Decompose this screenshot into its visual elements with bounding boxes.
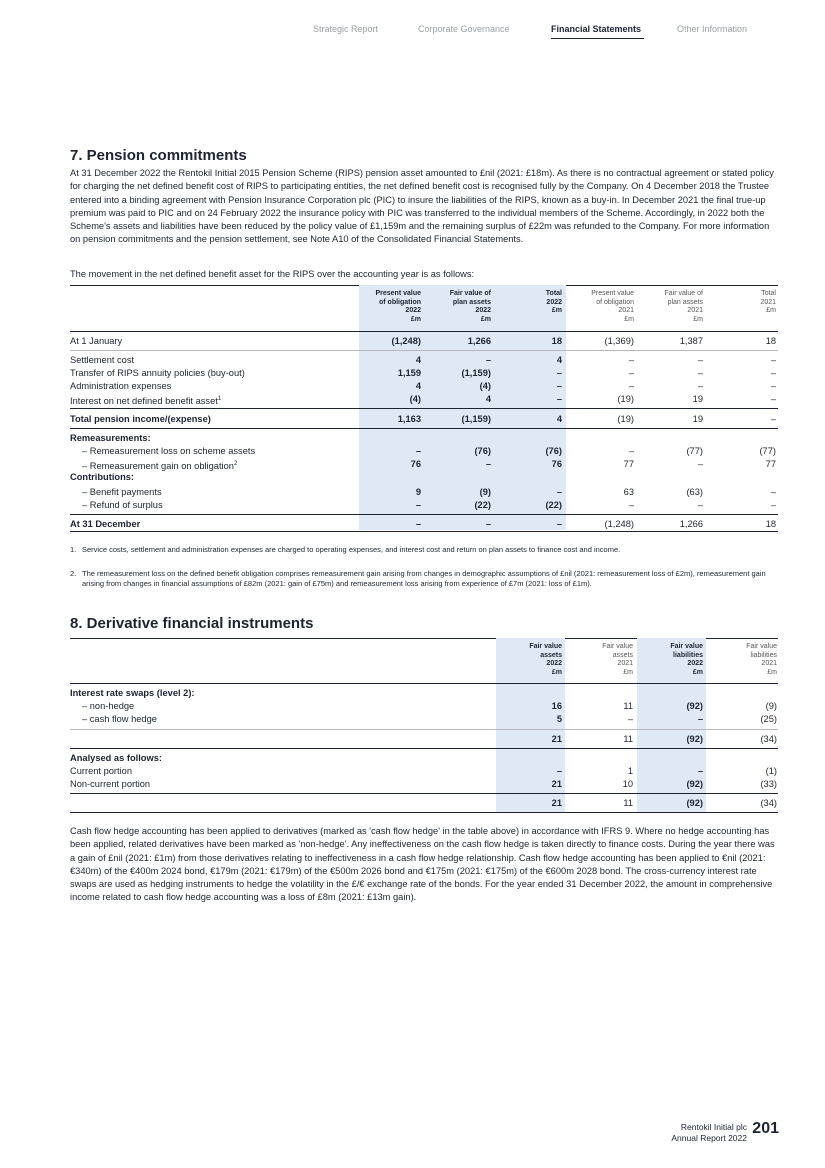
table-cell: 10 <box>622 779 633 789</box>
header-line: Fair value <box>602 643 633 650</box>
table-cell: (63) <box>686 487 703 497</box>
table-cell: – <box>485 459 491 469</box>
nav-strategic-report[interactable]: Strategic Report <box>313 24 379 34</box>
derivatives-table-row <box>70 700 778 713</box>
table-cell: – <box>628 368 634 378</box>
table-rule <box>70 812 778 813</box>
pension-column-header <box>482 290 562 316</box>
table-cell: (9) <box>765 701 777 711</box>
header-line: Total <box>545 290 562 297</box>
table-cell: – <box>628 446 634 456</box>
table-cell: (76) <box>474 446 491 456</box>
row-label-text: Interest on net defined benefit asset <box>70 396 218 407</box>
table-cell: 1,163 <box>397 414 421 424</box>
movement-intro: The movement in the net defined benefit asset for the RIPS over the accounting year is as follows: <box>70 269 475 279</box>
table-cell: 19 <box>692 414 703 424</box>
table-rule <box>70 683 778 684</box>
table-cell: 4 <box>485 394 491 404</box>
table-cell: – <box>697 766 703 776</box>
derivatives-column-header <box>563 643 633 677</box>
header-line: £m <box>766 307 776 314</box>
table-cell: – <box>697 714 703 724</box>
derivatives-section-title: 8. Derivative financial instruments <box>70 615 314 632</box>
table-cell: – <box>556 487 562 497</box>
pension-table-row <box>70 335 778 348</box>
table-cell: 21 <box>551 798 562 808</box>
row-label <box>82 499 163 512</box>
table-cell: (1,248) <box>604 519 634 529</box>
table-cell: (92) <box>686 779 703 789</box>
table-cell: – <box>556 394 562 404</box>
header-line: 2022 <box>475 307 491 314</box>
header-line: liabilities <box>750 651 777 659</box>
row-label <box>82 486 162 499</box>
table-rule <box>70 729 778 730</box>
pension-table-row <box>70 380 778 393</box>
table-cell: – <box>485 519 491 529</box>
header-line: plan assets <box>667 298 703 306</box>
table-cell: (22) <box>474 500 491 510</box>
table-cell: (92) <box>686 734 703 744</box>
row-label-text: Administration expenses <box>70 381 172 391</box>
table-cell: 1,266 <box>467 336 491 346</box>
table-cell: 18 <box>551 336 562 346</box>
table-rule <box>70 428 778 429</box>
table-cell: (1) <box>765 766 777 776</box>
table-cell: – <box>697 459 703 469</box>
pension-movement-table <box>70 285 778 535</box>
row-label: – non-hedge <box>82 701 135 711</box>
header-line: £m <box>693 315 703 323</box>
table-cell: – <box>556 766 562 776</box>
table-cell: – <box>770 355 776 365</box>
table-rule <box>70 531 778 532</box>
table-cell: – <box>415 446 421 456</box>
footnote-1-text: Service costs, settlement and administration expenses are charged to operating expenses, and interest cost and return on plan assets to finance cost and income. <box>82 545 621 554</box>
table-cell: – <box>556 368 562 378</box>
header-line: plan assets <box>452 298 491 306</box>
derivatives-table-row <box>70 797 778 810</box>
pension-table-row <box>70 413 778 426</box>
pension-table-row <box>70 393 778 406</box>
table-cell: (92) <box>686 798 703 808</box>
table-rule <box>70 331 778 332</box>
derivatives-table-row <box>70 765 778 778</box>
pension-table-row <box>70 518 778 531</box>
row-label: Interest rate swaps (level 2): <box>70 688 195 698</box>
table-cell: 1,266 <box>679 519 703 529</box>
row-label-text: Settlement cost <box>70 355 135 365</box>
table-cell: (1,159) <box>461 368 491 378</box>
row-label-text: Total pension income/(expense) <box>70 414 211 424</box>
row-label-text: – Benefit payments <box>82 487 162 497</box>
row-label: Current portion <box>70 766 133 776</box>
derivatives-table <box>70 638 778 813</box>
derivatives-column-header <box>633 643 703 677</box>
row-label-text: Transfer of RIPS annuity policies (buy-out) <box>70 368 245 378</box>
footnote-1 <box>70 545 775 555</box>
pension-table-row <box>70 499 778 512</box>
table-cell: – <box>415 500 421 510</box>
nav-other-information[interactable]: Other Information <box>677 24 748 34</box>
footnote-reference: 1 <box>217 396 222 402</box>
table-cell: – <box>628 500 634 510</box>
table-cell: (19) <box>617 414 634 424</box>
table-cell: 4 <box>415 381 421 391</box>
header-line: Fair value <box>670 643 703 650</box>
row-label-text: Contributions: <box>70 472 135 482</box>
table-cell: – <box>697 381 703 391</box>
pension-table-row <box>70 458 778 471</box>
row-label <box>70 432 151 445</box>
row-label-text: – Remeasurement gain on obligation <box>82 461 234 472</box>
table-cell: – <box>485 355 491 365</box>
row-label: – cash flow hedge <box>82 714 157 724</box>
row-label-text: At 1 January <box>70 336 123 346</box>
header-line: Fair value <box>529 643 562 650</box>
table-cell: – <box>770 487 776 497</box>
table-rule <box>70 748 778 749</box>
header-line: of obligation <box>379 298 421 306</box>
table-cell: – <box>556 519 562 529</box>
table-rule <box>70 793 778 794</box>
table-cell: – <box>770 381 776 391</box>
derivatives-column-header <box>707 643 777 677</box>
table-cell: 21 <box>551 779 562 789</box>
header-line: 2021 <box>761 660 777 667</box>
footer-report-name <box>671 1122 747 1144</box>
pension-column-header <box>554 290 634 324</box>
row-label <box>70 518 140 531</box>
pension-table-row <box>70 486 778 499</box>
footnote-2-number: 2. <box>70 569 77 578</box>
table-cell: 5 <box>556 714 562 724</box>
table-cell: 18 <box>765 519 776 529</box>
table-cell: 1,159 <box>397 368 421 378</box>
header-line: 2022 <box>546 660 562 667</box>
table-cell: – <box>415 519 421 529</box>
table-cell: 11 <box>623 734 633 744</box>
header-line: Present value <box>591 290 634 297</box>
table-cell: – <box>697 500 703 510</box>
table-cell: 19 <box>692 394 703 404</box>
table-cell: (92) <box>686 701 703 711</box>
pension-column-header <box>341 290 421 324</box>
table-cell: (1,248) <box>391 336 421 346</box>
table-rule <box>70 350 778 351</box>
table-cell: 1,387 <box>679 336 703 346</box>
row-label <box>70 367 245 380</box>
table-cell: (9) <box>479 487 491 497</box>
pension-section-title: 7. Pension commitments <box>70 147 247 164</box>
table-cell: (77) <box>759 446 776 456</box>
pension-table-row <box>70 471 778 484</box>
derivatives-table-row <box>70 713 778 726</box>
table-cell: – <box>770 414 776 424</box>
table-cell: – <box>770 500 776 510</box>
table-cell: 4 <box>556 414 562 424</box>
row-label <box>70 393 221 408</box>
table-cell: (1,369) <box>604 336 634 346</box>
table-cell: 11 <box>623 701 633 711</box>
table-cell: – <box>628 381 634 391</box>
derivatives-closing-paragraph: Cash flow hedge accounting has been applied to derivatives (marked as 'cash flow hedge' in the table above) in accordance with IFRS 9. Where no hedge accounting has been applied, related derivatives have been marked as 'non-hedge'. Any ineffectiveness on the cash flow hedge is taken directly to finance costs. During the year there was a gain of £nil (2021: £1m) from those derivatives relating to ineffectiveness in a cash flow hedge relationship. Cash flow hedge accounting has been applied to €nil (2021: €340m) of the €400m 2024 bond, €179m (2021: €179m) of the €500m 2026 bond and €175m (2021: €175m) of the €600m 2028 bond. The cross-currency interest rate swaps are used as hedging instruments to hedge the volatility in the £/€ exchange rate of the bonds. For the year ended 31 December 2022, the amount in comprehensive income related to cash flow hedge accounting was a loss of £8m (2021: £13m gain). <box>70 826 775 903</box>
table-cell: (4) <box>479 381 491 391</box>
header-line: 2021 <box>617 660 633 667</box>
table-cell: 9 <box>415 487 421 497</box>
active-nav-underline <box>551 38 644 39</box>
table-cell: 4 <box>556 355 562 365</box>
row-label-text: – Refund of surplus <box>82 500 163 510</box>
header-line: of obligation <box>596 298 634 306</box>
row-label <box>70 413 211 426</box>
header-line: assets <box>540 651 562 659</box>
pension-column-header <box>623 290 703 324</box>
table-cell: (1,159) <box>461 414 491 424</box>
row-label <box>70 471 134 484</box>
footer-report: Annual Report 2022 <box>671 1133 747 1143</box>
table-cell: – <box>628 355 634 365</box>
pension-intro-paragraph: At 31 December 2022 the Rentokil Initial 2015 Pension Scheme (RIPS) pension asset amounted to £nil (2021: £18m). As there is no contractual agreement or stated policy for charging the net defined benefit cost of RIPS to participating entities, the net defined benefit cost is recognised fully by the Company. On 4 December 2018 the Trustee entered into a binding agreement with Pension Insurance Corporation plc (PIC) to insure the liabilities of the RIPS, known as a buy-in. In December 2021 the final true-up premium was paid to PIC and on 24 February 2022 the insurance policy with PIC was transferred to the individual members of the Scheme. Accordingly, in 2022 both the Scheme's assets and liabilities have been reduced by the policy value of £1,159m and the remaining surplus of £22m was refunded to the Company. For more information on pension commitments and the pension settlement, see Note A10 of the Consolidated Financial Statements. <box>70 168 774 245</box>
table-cell: 77 <box>765 459 776 469</box>
table-cell: (22) <box>545 500 562 510</box>
header-line: £m <box>692 668 703 676</box>
table-cell: 76 <box>410 459 421 469</box>
nav-financial-statements[interactable]: Financial Statements <box>551 24 642 34</box>
table-cell: 63 <box>623 487 634 497</box>
header-line: £m <box>551 307 562 314</box>
header-line: £m <box>410 315 421 323</box>
table-cell: (33) <box>760 779 777 789</box>
footnote-1-number: 1. <box>70 545 77 554</box>
table-cell: – <box>627 714 633 724</box>
derivatives-table-row <box>70 733 778 746</box>
table-cell: 1 <box>627 766 633 776</box>
header-line: Fair value <box>746 643 777 650</box>
pension-table-row <box>70 432 778 445</box>
table-cell: – <box>697 368 703 378</box>
table-cell: 76 <box>551 459 562 469</box>
table-cell: 18 <box>765 336 776 346</box>
row-label <box>70 335 122 348</box>
page-number: 201 <box>752 1120 779 1137</box>
pension-column-header <box>411 290 491 324</box>
header-line: Total <box>761 290 776 297</box>
table-cell: – <box>556 381 562 391</box>
header-line: 2022 <box>687 660 703 667</box>
row-label <box>70 354 134 367</box>
nav-corporate-governance[interactable]: Corporate Governance <box>418 24 510 34</box>
pension-column-header <box>696 290 776 316</box>
table-cell: – <box>697 355 703 365</box>
table-rule <box>70 408 778 409</box>
header-line: Fair value of <box>664 290 703 297</box>
table-cell: (34) <box>760 734 777 744</box>
top-navigation <box>0 24 825 44</box>
header-line: 2021 <box>687 307 703 314</box>
header-line: 2021 <box>618 307 634 314</box>
row-label-text: At 31 December <box>70 519 141 529</box>
table-cell: (34) <box>760 798 777 808</box>
table-cell: – <box>770 394 776 404</box>
header-line: liabilities <box>673 651 703 659</box>
row-label: Analysed as follows: <box>70 753 162 763</box>
derivatives-column-header <box>492 643 562 677</box>
header-line: assets <box>612 651 633 659</box>
table-cell: (19) <box>617 394 634 404</box>
header-line: 2022 <box>405 307 421 314</box>
row-label <box>82 445 255 458</box>
header-line: 2021 <box>760 298 776 306</box>
table-cell: – <box>770 368 776 378</box>
row-label-text: – Remeasurement loss on scheme assets <box>82 446 256 456</box>
footer-company: Rentokil Initial plc <box>680 1122 747 1132</box>
table-cell: 11 <box>623 798 633 808</box>
derivatives-table-row <box>70 778 778 791</box>
header-line: £m <box>624 315 634 323</box>
table-cell: (4) <box>409 394 421 404</box>
table-cell: 21 <box>551 734 562 744</box>
pension-table-row <box>70 445 778 458</box>
header-line: 2022 <box>546 298 562 306</box>
header-line: £m <box>551 668 562 676</box>
pension-table-row <box>70 367 778 380</box>
table-cell: 4 <box>415 355 421 365</box>
header-line: £m <box>623 668 633 676</box>
row-label: Non-current portion <box>70 779 151 789</box>
table-cell: 16 <box>551 701 562 711</box>
table-cell: (76) <box>545 446 562 456</box>
header-line: Present value <box>375 290 421 297</box>
header-line: £m <box>767 668 777 676</box>
footnote-2-text: The remeasurement loss on the defined benefit obligation comprises remeasurement gain arising from changes in demographic assumptions of £nil (2021: remeasurement loss of £2m), remeasurement gain arising from changes in financial assumptions of £82m (2021: gain of £75m) and remeasurement loss arising from experience of £7m (2021: loss of £1m). <box>82 569 766 588</box>
row-label <box>70 380 171 393</box>
table-cell: 77 <box>623 459 634 469</box>
derivatives-table-row <box>70 687 778 700</box>
derivatives-table-row <box>70 752 778 765</box>
footnote-reference: 2 <box>233 461 238 467</box>
table-cell: (77) <box>686 446 703 456</box>
header-line: Fair value of <box>449 290 491 297</box>
table-cell: (25) <box>760 714 777 724</box>
header-line: £m <box>480 315 491 323</box>
pension-table-row <box>70 354 778 367</box>
footnote-2 <box>70 569 775 588</box>
row-label-text: Remeasurements: <box>70 433 151 443</box>
table-rule <box>70 514 778 515</box>
